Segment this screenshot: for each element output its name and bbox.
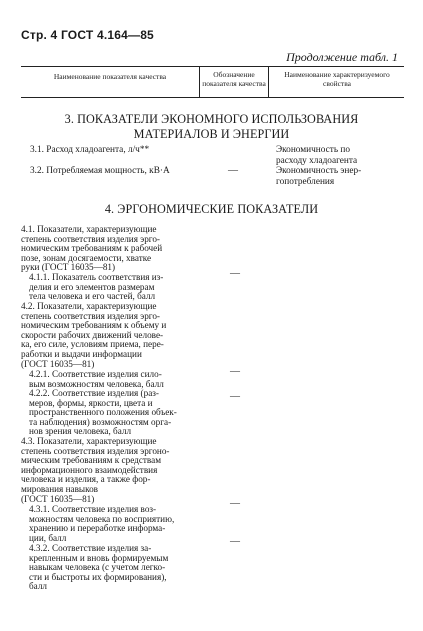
row-3-2-name: 3.2. Потребляемая мощность, кВ·А [30, 166, 170, 176]
column-divider-1 [199, 66, 200, 97]
table-header-bottom-rule [21, 97, 404, 98]
row-3-1-name: 3.1. Расход хладоагента, л/ч** [30, 145, 150, 155]
paragraph-4-3: 4.3. Показатели, характеризующие степень соответствия изделия эргоно- мическим требованиям к средствам информационного взаимодействия человека и изделия, а также фор- мирования навыков (ГОСТ 16035—81) [21, 436, 170, 504]
symbol-4-2-1: — [230, 366, 240, 377]
table-continuation-label: Продолжение табл. 1 [286, 50, 398, 64]
paragraph-4-1-1: 4.1.1. Показатель соответствия из- делия и его элементов размерам тела человека и его частей, балл [29, 272, 164, 302]
row-3-2-symbol: — [228, 165, 238, 176]
paragraph-4-2-2: 4.2.2. Соответствие изделия (раз- меров, формы, яркости, цвета и пространственного положения объек- та наблюдения) возможностям орга- нов зрения человека, балл [29, 388, 177, 437]
symbol-4-2-2: — [230, 391, 240, 402]
symbol-4-3-2: — [230, 536, 240, 547]
section-4-title: 4. ЭРГОНОМИЧЕСКИЕ ПОКАЗАТЕЛИ [104, 202, 319, 216]
paragraph-4-3-1: 4.3.1. Соответствие изделия воз- можностям человека по восприятию, хранению и переработке информа- ции, балл [29, 504, 175, 543]
paragraph-4-2: 4.2. Показатели, характеризующие степень соответствия изделия эрго- номическим требованиям к объему и скорости рабочих движений челове- ка, его силе, условиям приема, пере- работки и выдачи информации (ГОСТ 16035—81) [21, 301, 167, 369]
row-3-2-property-line2: гопотребления [276, 177, 335, 187]
symbol-4-1-1: — [230, 268, 240, 279]
paragraph-4-2-1: 4.2.1. Соответствие изделия сило- вым возможностям человека, балл [29, 369, 164, 389]
table-top-rule [21, 66, 404, 67]
column-divider-2 [268, 66, 269, 97]
symbol-4-3-1: — [230, 498, 240, 509]
row-3-1-property-line2: расходу хладоагента [276, 156, 358, 166]
paragraph-4-3-2: 4.3.2. Соответствие изделия за- крепленным и вновь формируемым навыкам человека (с учетом легко- сти и быстроты их формирования), балл [29, 543, 169, 592]
section-3-title-line2: МАТЕРИАЛОВ И ЭНЕРГИИ [133, 127, 290, 141]
column-header-property: Наименование характеризуемого свойства [284, 70, 390, 88]
paragraph-4-1: 4.1. Показатели, характеризующие степень соответствия изделия эрго- номическим требованиям к рабочей позе, зонам досягаемости, хватке руки (ГОСТ 16035—81) [21, 224, 163, 273]
column-header-symbol: Обозначение показателя качества [202, 70, 266, 88]
row-3-1-property-line1: Экономичность по [276, 145, 351, 155]
row-3-2-property-line1: Экономичность энер- [276, 166, 362, 176]
column-header-name: Наименование показателя качества [53, 72, 167, 81]
page-header: Стр. 4 ГОСТ 4.164—85 [21, 28, 154, 42]
section-3-title-line1: 3. ПОКАЗАТЕЛИ ЭКОНОМНОГО ИСПОЛЬЗОВАНИЯ [64, 112, 359, 126]
